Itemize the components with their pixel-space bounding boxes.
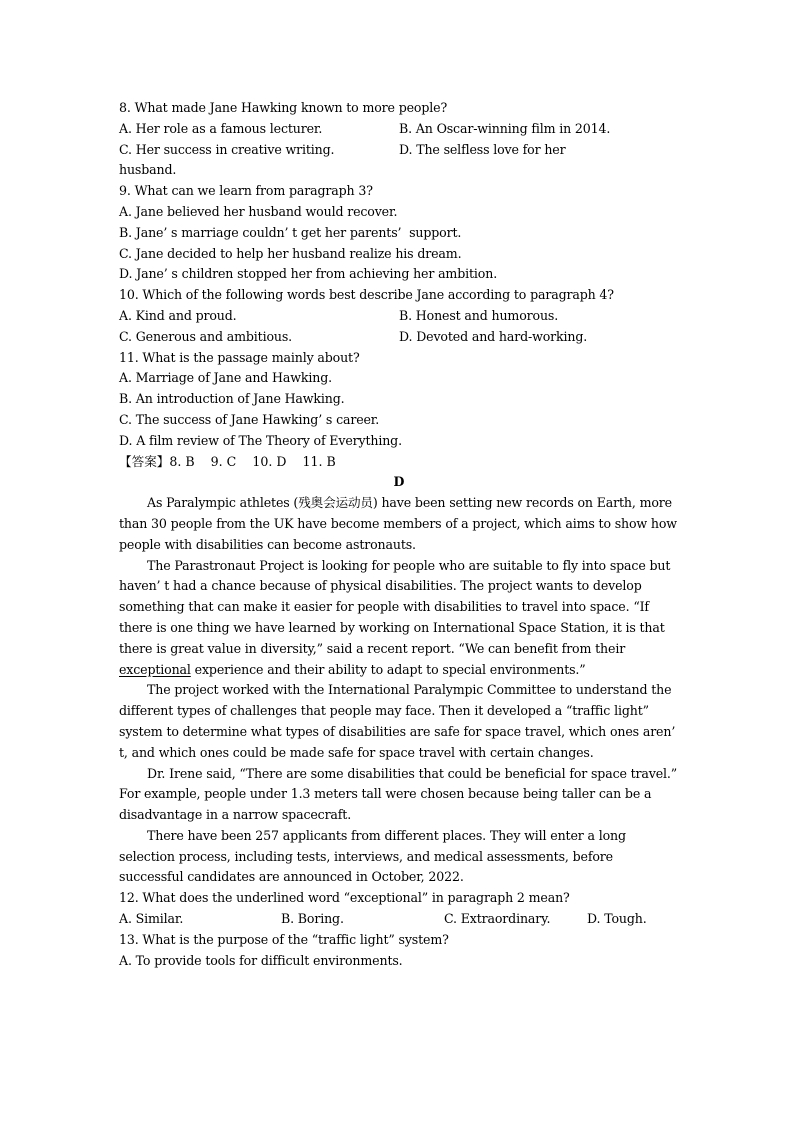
question-8-options-row-1 <box>119 119 679 140</box>
question-8-stem: 8. What made Jane Hawking known to more people? <box>119 100 448 115</box>
question-8-option-c: C. Her success in creative writing. <box>119 141 335 157</box>
question-11-option-d: D. A film review of The Theory of Everything. <box>119 432 402 448</box>
question-10-option-d: D. Devoted and hard-working. <box>399 328 588 344</box>
question-9-stem: 9. What can we learn from paragraph 3? <box>119 183 373 199</box>
question-9-option-c: C. Jane decided to help her husband realize his dream. <box>119 245 462 261</box>
passage-paragraph-5: There have been 257 applicants from different places. They will enter a long selection process, including tests, interviews, and medical assessments, before successful candidates are announced in October, 2022. <box>119 827 626 885</box>
passage-paragraph-4: Dr. Irene said, “There are some disabilities that could be beneficial for space travel.” For example, people under 1.3 meters tall were chosen because being taller can be a disadvantage in a narrow spacecraft. <box>119 765 678 823</box>
question-8-option-d: D. The selfless love for her <box>399 141 566 157</box>
question-10-option-a: A. Kind and proud. <box>119 307 237 323</box>
question-10-option-c: C. Generous and ambitious. <box>119 328 293 344</box>
question-10-options-row-2 <box>119 327 679 348</box>
question-11-stem: 11. What is the passage mainly about? <box>119 349 360 365</box>
passage-paragraph-3: The project worked with the International Paralympic Committee to understand the different types of challenges that people may face. Then it developed a “traffic light” system to determine what types of disabilities are safe for space travel, which ones aren’ t, and which ones could be made safe for space travel with certain changes. <box>119 682 676 760</box>
question-12-option-c: C. Extraordinary. <box>444 911 551 927</box>
question-8-option-a: A. Her role as a famous lecturer. <box>119 120 323 136</box>
question-11-option-c: C. The success of Jane Hawking’ s career. <box>119 411 380 427</box>
question-11-option-a: A. Marriage of Jane and Hawking. <box>119 370 332 386</box>
passage-paragraph-2 <box>119 556 679 681</box>
underlined-word: exceptional <box>119 661 191 677</box>
question-9-option-a: A. Jane believed her husband would recover. <box>119 203 398 219</box>
question-10-option-b: B. Honest and humorous. <box>399 307 559 323</box>
question-13-stem: 13. What is the purpose of the “traffic light” system? <box>119 931 449 947</box>
section-title: D <box>393 474 405 490</box>
question-9-option-d: D. Jane’ s children stopped her from achieving her ambition. <box>119 266 498 282</box>
paragraph-2-text-after: experience and their ability to adapt to special environments.” <box>190 661 586 677</box>
question-12-option-d: D. Tough. <box>587 911 647 927</box>
document-page <box>119 98 679 971</box>
question-11-option-b: B. An introduction of Jane Hawking. <box>119 391 345 407</box>
passage-paragraph-1: As Paralympic athletes (残奥会运动员) have been setting new records on Earth, more than 30 people from the UK have become members of a project, which aims to show how people with disabilities can become astronauts. <box>119 495 677 552</box>
question-12-stem: 12. What does the underlined word “exceptional” in paragraph 2 mean? <box>119 890 570 906</box>
question-10-options-row-1 <box>119 306 679 327</box>
question-13-option-a: A. To provide tools for difficult environments. <box>119 952 403 968</box>
question-12-option-b: B. Boring. <box>281 911 344 927</box>
question-8-option-b: B. An Oscar-winning film in 2014. <box>399 120 611 136</box>
question-8-options-row-2 <box>119 140 679 161</box>
answer-key-values: 8. B 9. C 10. D 11. B <box>169 453 336 469</box>
question-8-option-d-wrap: husband. <box>119 162 177 178</box>
answer-key <box>119 452 679 473</box>
question-9-option-b: B. Jane’ s marriage couldn’ t get her parents’ support. <box>119 224 462 240</box>
paragraph-2-text-before: The Parastronaut Project is looking for people who are suitable to fly into space but haven’ t had a chance because of physical disabilities. The project wants to develop something that can make it easier for people with disabilities to travel into space. “If there is one thing we have learned by working on International Space Station, it is that there is great value in diversity,” said a recent report. “We can benefit from their <box>119 557 671 656</box>
question-12-option-a: A. Similar. <box>119 911 184 927</box>
answer-key-label: 【答案】 <box>119 453 170 469</box>
question-10-stem: 10. Which of the following words best describe Jane according to paragraph 4? <box>119 287 614 303</box>
question-12-options <box>119 909 679 930</box>
